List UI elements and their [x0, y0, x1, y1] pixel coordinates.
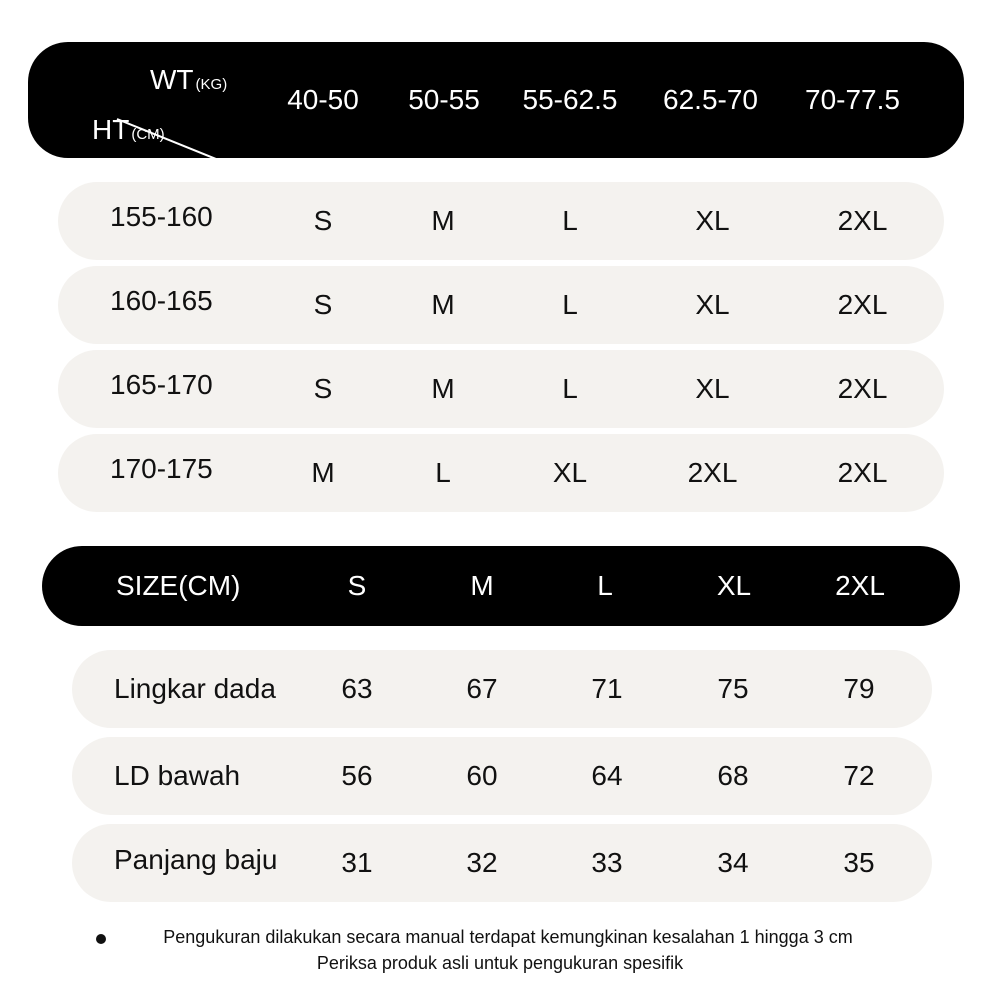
measurement-row-label: LD bawah — [114, 760, 241, 791]
table-row — [72, 824, 932, 902]
height-row-label: 170-175 — [110, 453, 213, 484]
size-cell: XL — [695, 373, 730, 404]
weight-column-header: 70-77.5 — [805, 84, 900, 115]
measurement-cell: 31 — [341, 847, 373, 878]
table-row — [72, 650, 932, 728]
measurement-cell: 72 — [843, 760, 875, 791]
size-column-header: XL — [716, 570, 752, 601]
size-header-bar — [42, 546, 960, 626]
size-cell: 2XL — [837, 457, 888, 488]
size-cell: L — [562, 205, 578, 236]
height-row-label: 160-165 — [110, 285, 213, 316]
measurement-cell: 33 — [591, 847, 623, 878]
size-cell: L — [562, 289, 578, 320]
measurement-cell: 67 — [466, 673, 498, 704]
size-column-header: 2XL — [835, 570, 885, 601]
size-column-header: L — [597, 570, 613, 601]
table-row — [58, 434, 944, 512]
height-row-label: 155-160 — [110, 201, 213, 232]
table-row — [72, 737, 932, 815]
measurement-cell: 64 — [591, 760, 623, 791]
weight-column-header: 50-55 — [408, 84, 480, 115]
size-cell: XL — [695, 289, 730, 320]
weight-column-header: 62.5-70 — [663, 84, 758, 115]
measurement-cell: 34 — [717, 847, 749, 878]
measurement-cell: 56 — [341, 760, 373, 791]
size-column-header: S — [347, 570, 367, 601]
size-cell: S — [313, 205, 333, 236]
table-row — [58, 350, 944, 428]
corner-height-label: HT (CM) — [92, 114, 165, 145]
measurement-cell: 75 — [717, 673, 749, 704]
measurement-cell: 63 — [341, 673, 373, 704]
size-cell: M — [431, 373, 455, 404]
note-line-1: Pengukuran dilakukan secara manual terdapat kemungkinan kesalahan 1 hingga 3 cm — [163, 927, 853, 947]
corner-weight-label: WT (KG) — [150, 64, 228, 95]
size-cell: XL — [695, 205, 730, 236]
size-cell: S — [313, 289, 333, 320]
measurement-cell: 32 — [466, 847, 498, 878]
size-cell: M — [431, 289, 455, 320]
size-column-header: M — [470, 570, 494, 601]
table-row — [58, 182, 944, 260]
size-cell: 2XL — [837, 373, 888, 404]
measurement-row-label: Lingkar dada — [114, 673, 276, 704]
size-header-label: SIZE(CM) — [116, 570, 241, 601]
size-cell: 2XL — [837, 205, 888, 236]
measurement-cell: 68 — [717, 760, 749, 791]
height-row-label: 165-170 — [110, 369, 213, 400]
weight-column-header: 55-62.5 — [522, 84, 618, 115]
size-cell: 2XL — [837, 289, 888, 320]
size-cell: M — [431, 205, 455, 236]
size-cell: L — [562, 373, 578, 404]
table-row — [58, 266, 944, 344]
size-cell: S — [313, 373, 333, 404]
measurement-cell: 35 — [843, 847, 875, 878]
size-cell: XL — [552, 457, 588, 488]
note-line-2: Periksa produk asli untuk pengukuran spesifik — [316, 953, 684, 973]
measurement-cell: 79 — [843, 673, 875, 704]
measurement-cell: 60 — [466, 760, 498, 791]
weight-column-header: 40-50 — [287, 84, 359, 115]
measurement-cell: 71 — [591, 673, 623, 704]
size-cell: L — [435, 457, 451, 488]
size-cell: M — [311, 457, 335, 488]
size-cell: 2XL — [687, 457, 738, 488]
weight-header-bar — [28, 42, 964, 158]
measurement-row-label: Panjang baju — [114, 844, 278, 875]
